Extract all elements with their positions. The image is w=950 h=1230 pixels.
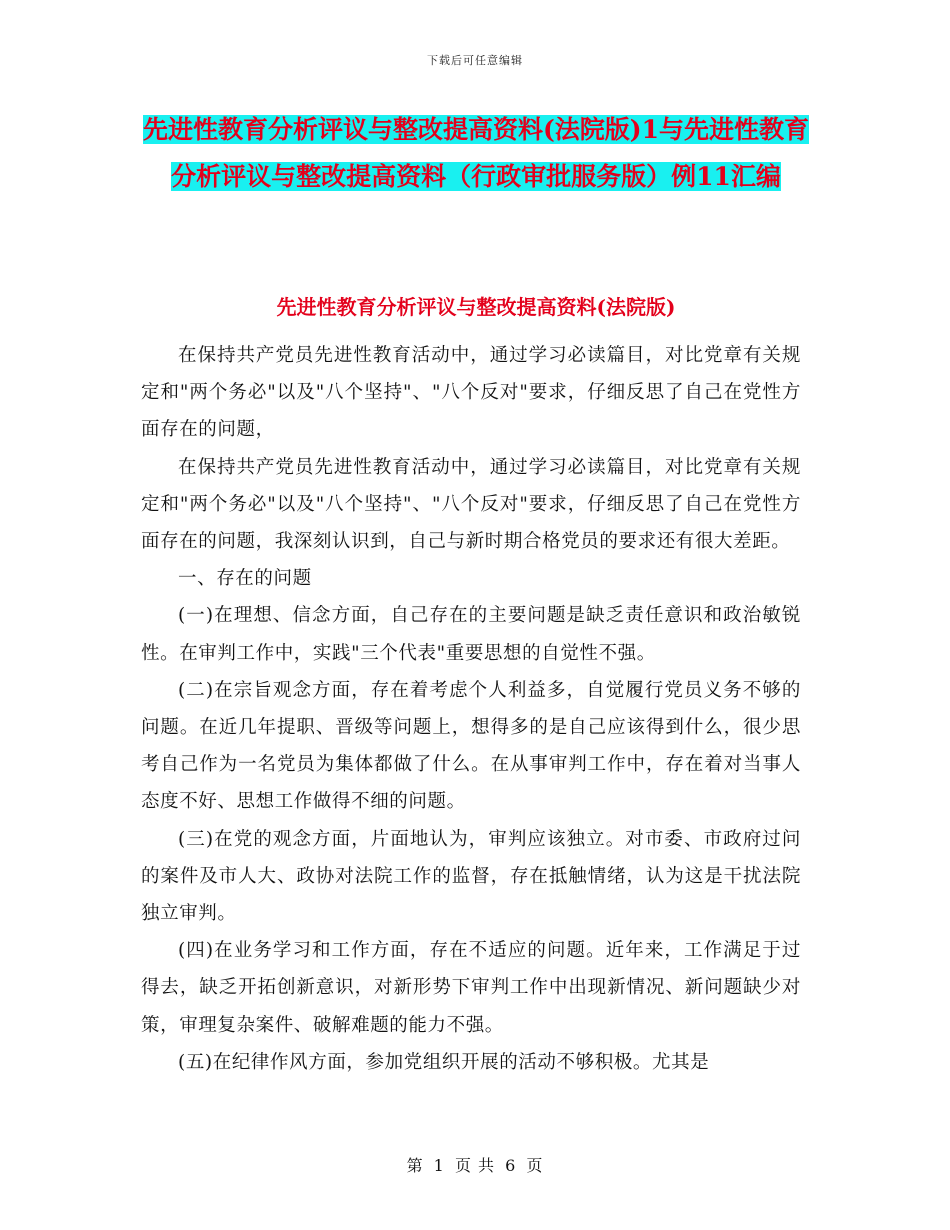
page-footer: [0, 1153, 950, 1176]
paragraph: (一)在理想、信念方面，自己存在的主要问题是缺乏责任意识和政治敏锐性。在审判工作中，实践"三个代表"重要思想的自觉性不强。: [141, 605, 801, 664]
document-title: [140, 106, 812, 200]
footer-current-page: 1: [433, 1156, 445, 1175]
section-title: 先进性教育分析评议与整改提高资料(法院版): [276, 295, 676, 319]
footer-prefix: 第: [406, 1156, 424, 1175]
document-body: [141, 337, 801, 1081]
paragraph: (五)在纪律作风方面，参加党组织开展的活动不够积极。尤其是: [178, 1051, 710, 1073]
paragraph: (四)在业务学习和工作方面，存在不适应的问题。近年来，工作满足于过得去，缺乏开拓创新意识，对新形势下审判工作中出现新情况、新问题缺少对策，审理复杂案件、破解难题的能力不强。: [141, 940, 801, 1036]
document-title-highlight: 先进性教育分析评议与整改提高资料(法院版)1与先进性教育分析评议与整改提高资料（行政审批服务版）例11汇编: [142, 115, 810, 191]
footer-suffix: 页: [526, 1156, 544, 1175]
page-header-note: 下载后可任意编辑: [427, 54, 523, 67]
paragraph: (二)在宗旨观念方面，存在着考虑个人利益多，自觉履行党员义务不够的问题。在近几年提职、晋级等问题上，想得多的是自己应该得到什么，很少思考自己作为一名党员为集体都做了什么。在从事审判工作中，存在着对当事人态度不好、思想工作做得不细的问题。: [141, 679, 801, 813]
paragraph: 一、存在的问题: [178, 568, 312, 590]
paragraph: (三)在党的观念方面，片面地认为，审判应该独立。对市委、市政府过问的案件及市人大、政协对法院工作的监督，存在抵触情绪，认为这是干扰法院独立审判。: [141, 828, 801, 925]
paragraph: 在保持共产党员先进性教育活动中，通过学习必读篇目，对比党章有关规定和"两个务必"以及"八个坚持"、"八个反对"要求，仔细反思了自己在党性方面存在的问题，: [141, 345, 801, 441]
footer-total-pages: 6: [505, 1156, 517, 1175]
paragraph: 在保持共产党员先进性教育活动中，通过学习必读篇目，对比党章有关规定和"两个务必"以及"八个坚持"、"八个反对"要求，仔细反思了自己在党性方面存在的问题，我深刻认识到，自己与新时期合格党员的要求还有很大差距。: [141, 456, 801, 553]
footer-middle: 页 共: [454, 1156, 496, 1175]
